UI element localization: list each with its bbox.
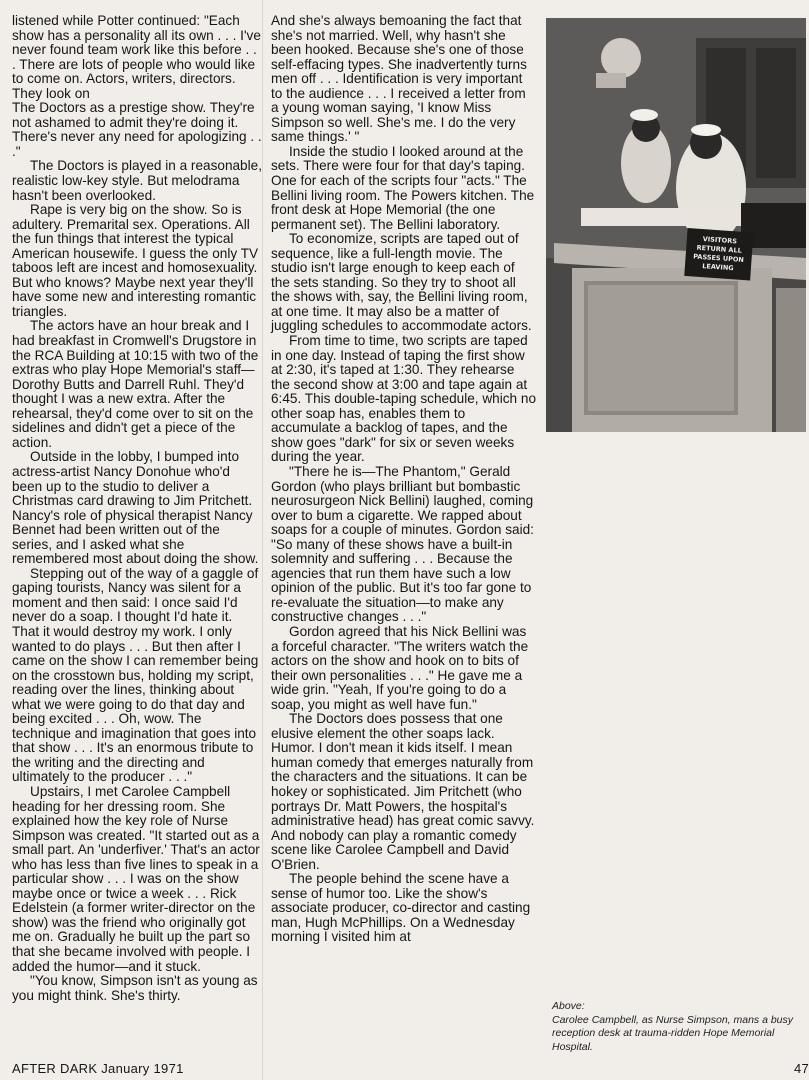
photo-caption xyxy=(552,1000,802,1054)
paragraph: To economize, scripts are taped out of sequence, like a full-length movie. The studio isn't large enough to keep each of the sets standing. So they try to shoot all the shows with, say, the Bellini living room, at one time. It may also be a matter of juggling schedules to accommodate actors. xyxy=(271,231,532,334)
paragraph: And she's always bemoaning the fact that she's not married. Well, why hasn't she been hooked. Because she's one of those self-effacing types. She inadvertently turns men off . . . Identification is very important to the audience . . . I received a letter from a young woman saying, 'I know Miss Simpson so well. She's me. I do the very same things.' " xyxy=(271,13,527,145)
sign-line-1: VISITORS xyxy=(702,235,738,246)
paragraph: "You know, Simpson isn't as young as you might think. She's thirty. xyxy=(12,973,258,1003)
paragraph: Outside in the lobby, I bumped into actress-artist Nancy Donohue who'd been up to the studio to deliver a Christmas card drawing to Jim Pritchett. Nancy's role of physical therapist Nancy Bennet had been written out of the series, and I asked what she remembered most about doing the show. xyxy=(12,449,259,567)
sign-line-4: LEAVING xyxy=(702,262,734,273)
article-column-1 xyxy=(12,14,262,1003)
caption-label: Above: xyxy=(552,1000,585,1012)
paragraph: The Doctors is played in a reasonable, realistic low-key style. But melodrama hasn't been overlooked. xyxy=(12,158,262,203)
paragraph: Rape is very big on the show. So is adultery. Premarital sex. Operations. All the fun things that interest the typical American housewife. I guess the only TV taboos left are incest and homosexuality. But who knows? Maybe next year they'll have some new and interesting romantic triangles. xyxy=(12,202,259,319)
paragraph: The people behind the scene have a sense of humor too. Like the show's associate producer, co-director and casting man, Hugh McPhillips. On a Wednesday morning I visited him at xyxy=(271,871,531,945)
paragraph: Inside the studio I looked around at the sets. There were four for that day's taping. One for each of the scripts four "acts." The Bellini living room. The Powers kitchen. The front desk at Hope Memorial (the one permanent set). The Bellini laboratory. xyxy=(271,143,535,232)
page-footer xyxy=(12,1061,809,1079)
page-fold-shadow xyxy=(262,0,263,1080)
paragraph: The Doctors as a prestige show. They're not ashamed to admit they're doing it. There's never any need for apologizing . . ." xyxy=(12,100,262,159)
sign-line-2: RETURN ALL xyxy=(696,243,743,255)
paragraph: Stepping out of the way of a gaggle of gaping tourists, Nancy was silent for a moment and then said: I once said I'd never do a soap. I thought I'd hate it. That it would destroy my work. I only wanted to do plays . . . But then after I came on the show I can remember being on the crosstown bus, holding my script, reading over the lines, thinking about what we were going to do that day and being excited . . . Oh, wow. The technique and imagination that goes into that show . . . It's an enormous tribute to the writing and the directing and ultimately to the producer . . ." xyxy=(12,565,259,785)
paragraph: listened while Potter continued: "Each show has a personality all its own . . . I've never found team work like this before . . . There are lots of people who would like to come on. Actors, writers, directors. They look on xyxy=(12,13,261,101)
paragraph: From time to time, two scripts are taped in one day. Instead of taping the first show at 2:30, it's taped at 1:30. They rehearse the second show at 3:00 and tape again at 6:45. This double-taping schedule, which no other soap has, enables them to accumulate a backlog of tapes, and the show goes "dark" for six or seven weeks during the year. xyxy=(271,333,537,465)
caption-text: Carolee Campbell, as Nurse Simpson, mans a busy reception desk at trauma-ridden Hope Memorial Hospital. xyxy=(552,1013,794,1053)
paragraph: The Doctors does possess that one elusive element the other soaps lack. Humor. I don't mean it kids itself. I mean human comedy that emerges naturally from the characters and the situations. It can be hokey or sophisticated. Jim Pritchett (who portrays Dr. Matt Powers, the hospital's administrative head) has great comic savvy. And nobody can play a romantic comedy scene like Carolee Campbell and David O'Brien. xyxy=(271,711,535,872)
article-column-2 xyxy=(271,14,536,945)
nurse-reception-photo xyxy=(546,18,806,432)
paragraph: "There he is—The Phantom," Gerald Gordon (who plays brilliant but bombastic neurosurgeon Nick Bellini) laughed, coming over to bum a cigarette. We rapped about soaps for a couple of minutes. Gordon said: "So many of these shows have a built-in solemnity and suffering . . . Because the agencies that run them have such a low opinion of the public. But it's too far gone to re-evaluate the situation—to make any constructive changes . . ." xyxy=(271,463,534,625)
paragraph: Gordon agreed that his Nick Bellini was a forceful character. "The writers watch the actors on the show and hook on to bits of their own personalities . . ." He gave me a wide grin. "Yeah, If you're going to do a soap, you might as well have fun." xyxy=(271,623,529,712)
footer-issue: AFTER DARK January 1971 xyxy=(12,1061,184,1076)
sign-line-3: PASSES UPON xyxy=(693,252,745,264)
page-number: 47 xyxy=(793,1061,809,1076)
paragraph: Upstairs, I met Carolee Campbell heading for her dressing room. She explained how the key role of Nurse Simpson was created. "It started out as a small part. An 'underfiver.' That's an actor who has less than five lines to speak in a particular show . . . I was on the show maybe once or twice a week . . . Rick Edelstein (a former writer-director on the show) was the friend who originally got me on. Gradually he built up the part so that she became involved with people. I added the humor—and it stuck. xyxy=(12,783,260,974)
paragraph: The actors have an hour break and I had breakfast in Cromwell's Drugstore in the RCA Building at 10:15 with two of the extras who play Hope Memorial's staff—Dorothy Butts and Darrell Ruhl. They'd thought I was a new extra. After the rehearsal, they'd come over to sit on the sidelines and didn't get a piece of the action. xyxy=(12,318,259,450)
